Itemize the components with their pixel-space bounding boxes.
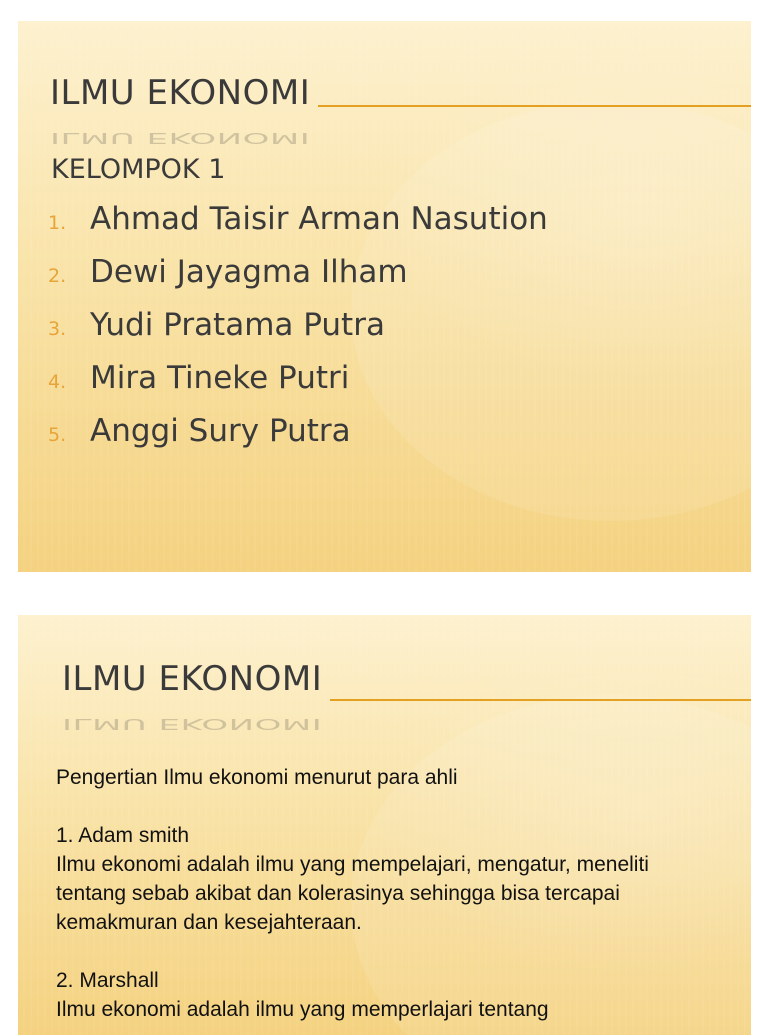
list-number: 5. [48,424,67,446]
member-name: Anggi Sury Putra [90,413,351,449]
list-item [48,360,548,413]
expert-heading: 1. Adam smith [56,824,190,847]
member-list [48,201,548,466]
member-name: Mira Tineke Putri [90,360,350,396]
slide-1 [18,21,751,572]
title-underline [330,699,751,701]
expert-definition: Ilmu ekonomi adalah ilmu yang memperlajari tentang [56,998,549,1021]
list-number: 2. [48,265,67,287]
list-item [48,254,548,307]
list-item [48,413,548,466]
slide-2 [18,615,751,1035]
group-label: KELOMPOK 1 [51,154,226,185]
title-underline [318,105,751,107]
list-item [48,307,548,360]
slide-title: ILMU EKONOMI [50,73,311,113]
list-item [48,201,548,254]
slide-title-reflection: ILMU EKONOMI [50,129,311,147]
slide-title: ILMU EKONOMI [62,659,323,699]
list-number: 3. [48,318,67,340]
slide-title-reflection: ILMU EKONOMI [62,715,323,733]
intro-text: Pengertian Ilmu ekonomi menurut para ahli [56,766,458,789]
slide-body [56,763,696,1024]
member-name: Yudi Pratama Putra [90,307,385,343]
expert-definition: Ilmu ekonomi adalah ilmu yang mempelajari, mengatur, meneliti tentang sebab akibat dan kolerasinya sehingga bisa tercapai kemakmuran dan kesejahteraan. [56,853,649,934]
member-name: Ahmad Taisir Arman Nasution [90,201,548,237]
list-number: 1. [48,212,67,234]
list-number: 4. [48,371,67,393]
expert-heading: 2. Marshall [56,969,159,992]
member-name: Dewi Jayagma Ilham [90,254,408,290]
